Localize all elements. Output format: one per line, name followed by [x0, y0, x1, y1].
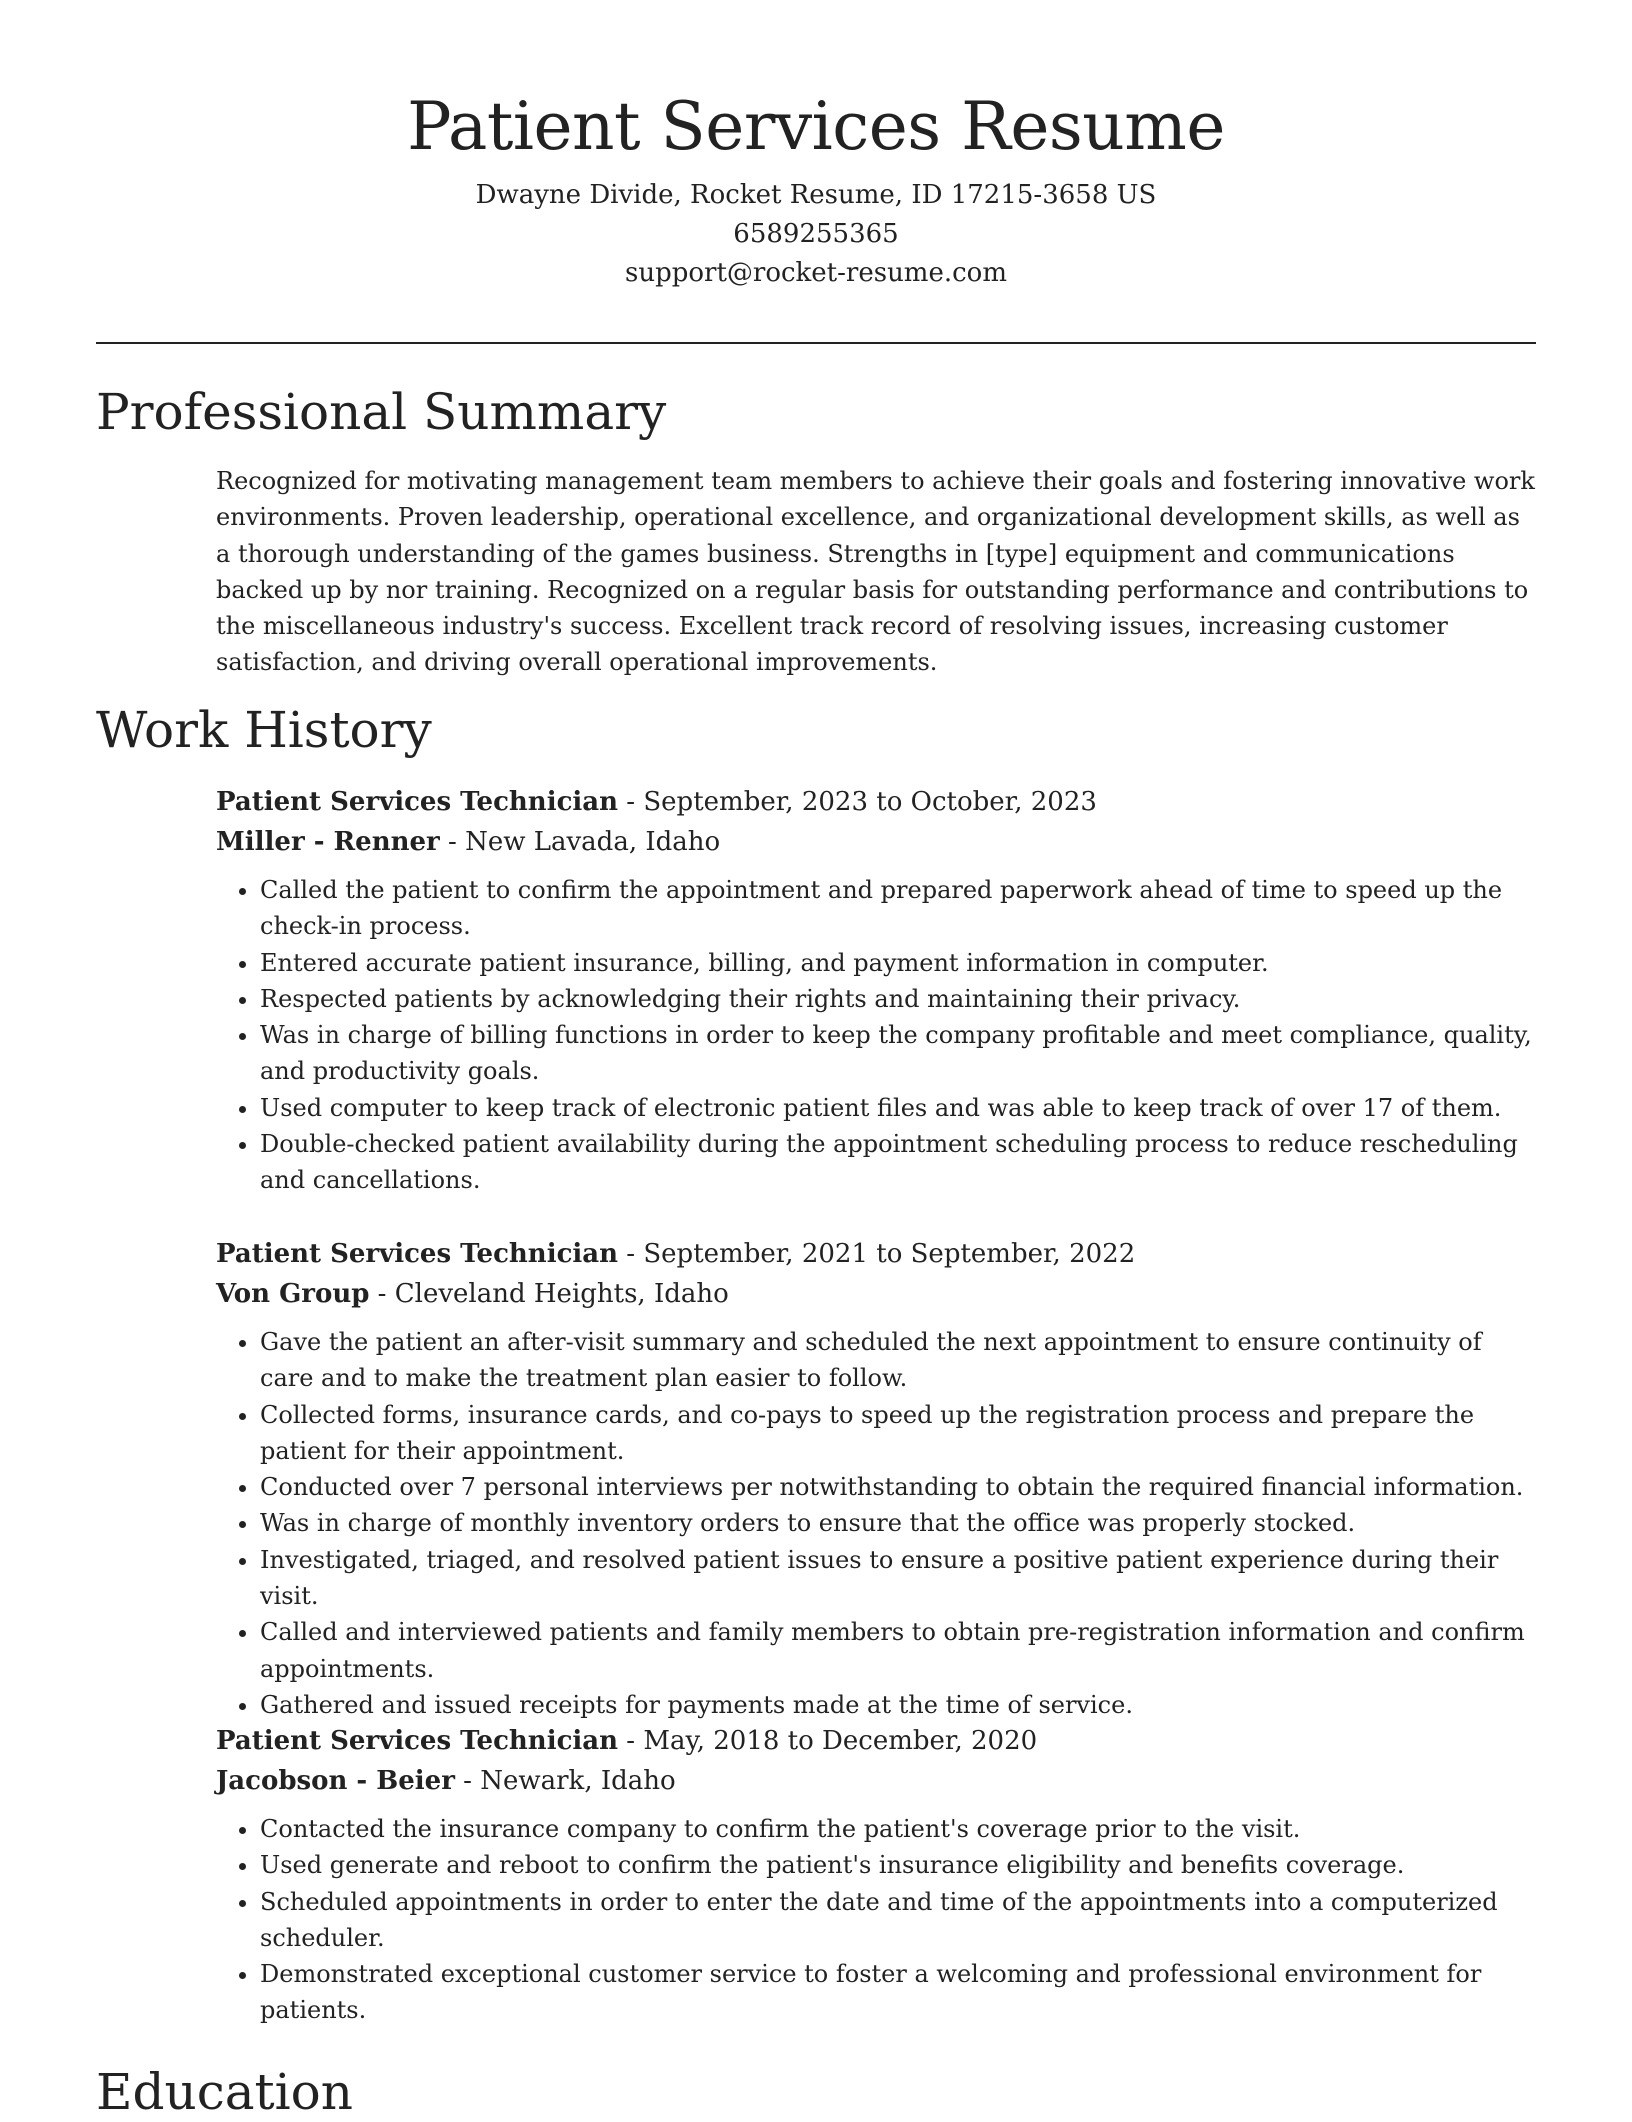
job-duty: • Collected forms, insurance cards, and co-pays to speed up the registration process and prepare the patient for their appointment. [260, 1397, 1538, 1470]
job-duty: • Double-checked patient availability during the appointment scheduling process to reduce rescheduling and cancellations. [260, 1126, 1538, 1199]
job-duties-list [216, 1324, 1538, 1723]
job-location: - Cleveland Heights, Idaho [369, 1279, 729, 1309]
job-entry [216, 1234, 1538, 1723]
summary-text: Recognized for motivating management team members to achieve their goals and fostering innovative work environments. Proven leadership, operational excellence, and organizational development skills, as well as a thorough understanding of the games business. Strengths in [type] equipment and communications backed up by nor training. Recognized on a regular basis for outstanding performance and contributions to the miscellaneous industry's success. Excellent track record of resolving issues, increasing customer satisfaction, and driving overall operational improvements. [216, 467, 1535, 677]
job-entry [216, 1721, 1538, 2029]
job-title-line [216, 1721, 1538, 1761]
contact-email: support@rocket-resume.com [624, 258, 1007, 288]
contact-address: Dwayne Divide, Rocket Resume, ID 17215-3658 US [475, 180, 1157, 210]
job-duty: • Contacted the insurance company to confirm the patient's coverage prior to the visit. [260, 1811, 1538, 1847]
job-duty: • Respected patients by acknowledging their rights and maintaining their privacy. [260, 981, 1538, 1017]
job-duty: • Conducted over 7 personal interviews per notwithstanding to obtain the required financial information. [260, 1469, 1538, 1505]
section-heading-education: Education [96, 2063, 353, 2121]
job-duty: • Entered accurate patient insurance, billing, and payment information in computer. [260, 945, 1538, 981]
job-duty: • Gave the patient an after-visit summary and scheduled the next appointment to ensure continuity of care and to make the treatment plan easier to follow. [260, 1324, 1538, 1397]
resume-header [96, 86, 1536, 293]
job-duties-list [216, 1811, 1538, 2029]
job-company-line [216, 822, 1538, 862]
job-location: - New Lavada, Idaho [439, 827, 721, 857]
job-dates: - May, 2018 to December, 2020 [618, 1726, 1038, 1756]
job-location: - Newark, Idaho [454, 1766, 676, 1796]
job-company: Miller - Renner [216, 827, 440, 857]
job-title-line [216, 782, 1538, 822]
job-title-line [216, 1234, 1538, 1274]
job-dates: - September, 2023 to October, 2023 [618, 787, 1097, 817]
job-entry [216, 782, 1538, 1199]
job-duty: • Demonstrated exceptional customer service to foster a welcoming and professional environment for patients. [260, 1956, 1538, 2029]
job-company: Von Group [216, 1279, 370, 1309]
job-title: Patient Services Technician [216, 1239, 619, 1269]
job-duty: • Used computer to keep track of electronic patient files and was able to keep track of over 17 of them. [260, 1090, 1538, 1126]
job-duty: • Called the patient to confirm the appointment and prepared paperwork ahead of time to speed up the check-in process. [260, 872, 1538, 945]
job-company-line [216, 1761, 1538, 1801]
job-duty: • Investigated, triaged, and resolved patient issues to ensure a positive patient experience during their visit. [260, 1542, 1538, 1615]
resume-title: Patient Services Resume [407, 88, 1225, 165]
header-divider [96, 342, 1536, 344]
job-duties-list [216, 872, 1538, 1199]
job-duty: • Was in charge of billing functions in order to keep the company profitable and meet compliance, quality, and productivity goals. [260, 1017, 1538, 1090]
job-dates: - September, 2021 to September, 2022 [618, 1239, 1136, 1269]
job-duty: • Was in charge of monthly inventory orders to ensure that the office was properly stocked. [260, 1505, 1538, 1541]
job-title: Patient Services Technician [216, 1726, 619, 1756]
contact-phone: 6589255365 [733, 219, 899, 249]
job-duty: • Used generate and reboot to confirm the patient's insurance eligibility and benefits coverage. [260, 1847, 1538, 1883]
job-duty: • Scheduled appointments in order to enter the date and time of the appointments into a computerized scheduler. [260, 1884, 1538, 1957]
contact-block [96, 176, 1536, 293]
job-company-line [216, 1274, 1538, 1314]
section-heading-work-history: Work History [96, 701, 432, 759]
job-duty: • Called and interviewed patients and family members to obtain pre-registration information and confirm appointments. [260, 1614, 1538, 1687]
section-heading-summary: Professional Summary [96, 383, 667, 441]
job-company: Jacobson - Beier [216, 1766, 455, 1796]
job-duty: • Gathered and issued receipts for payments made at the time of service. [260, 1687, 1538, 1723]
job-title: Patient Services Technician [216, 787, 619, 817]
